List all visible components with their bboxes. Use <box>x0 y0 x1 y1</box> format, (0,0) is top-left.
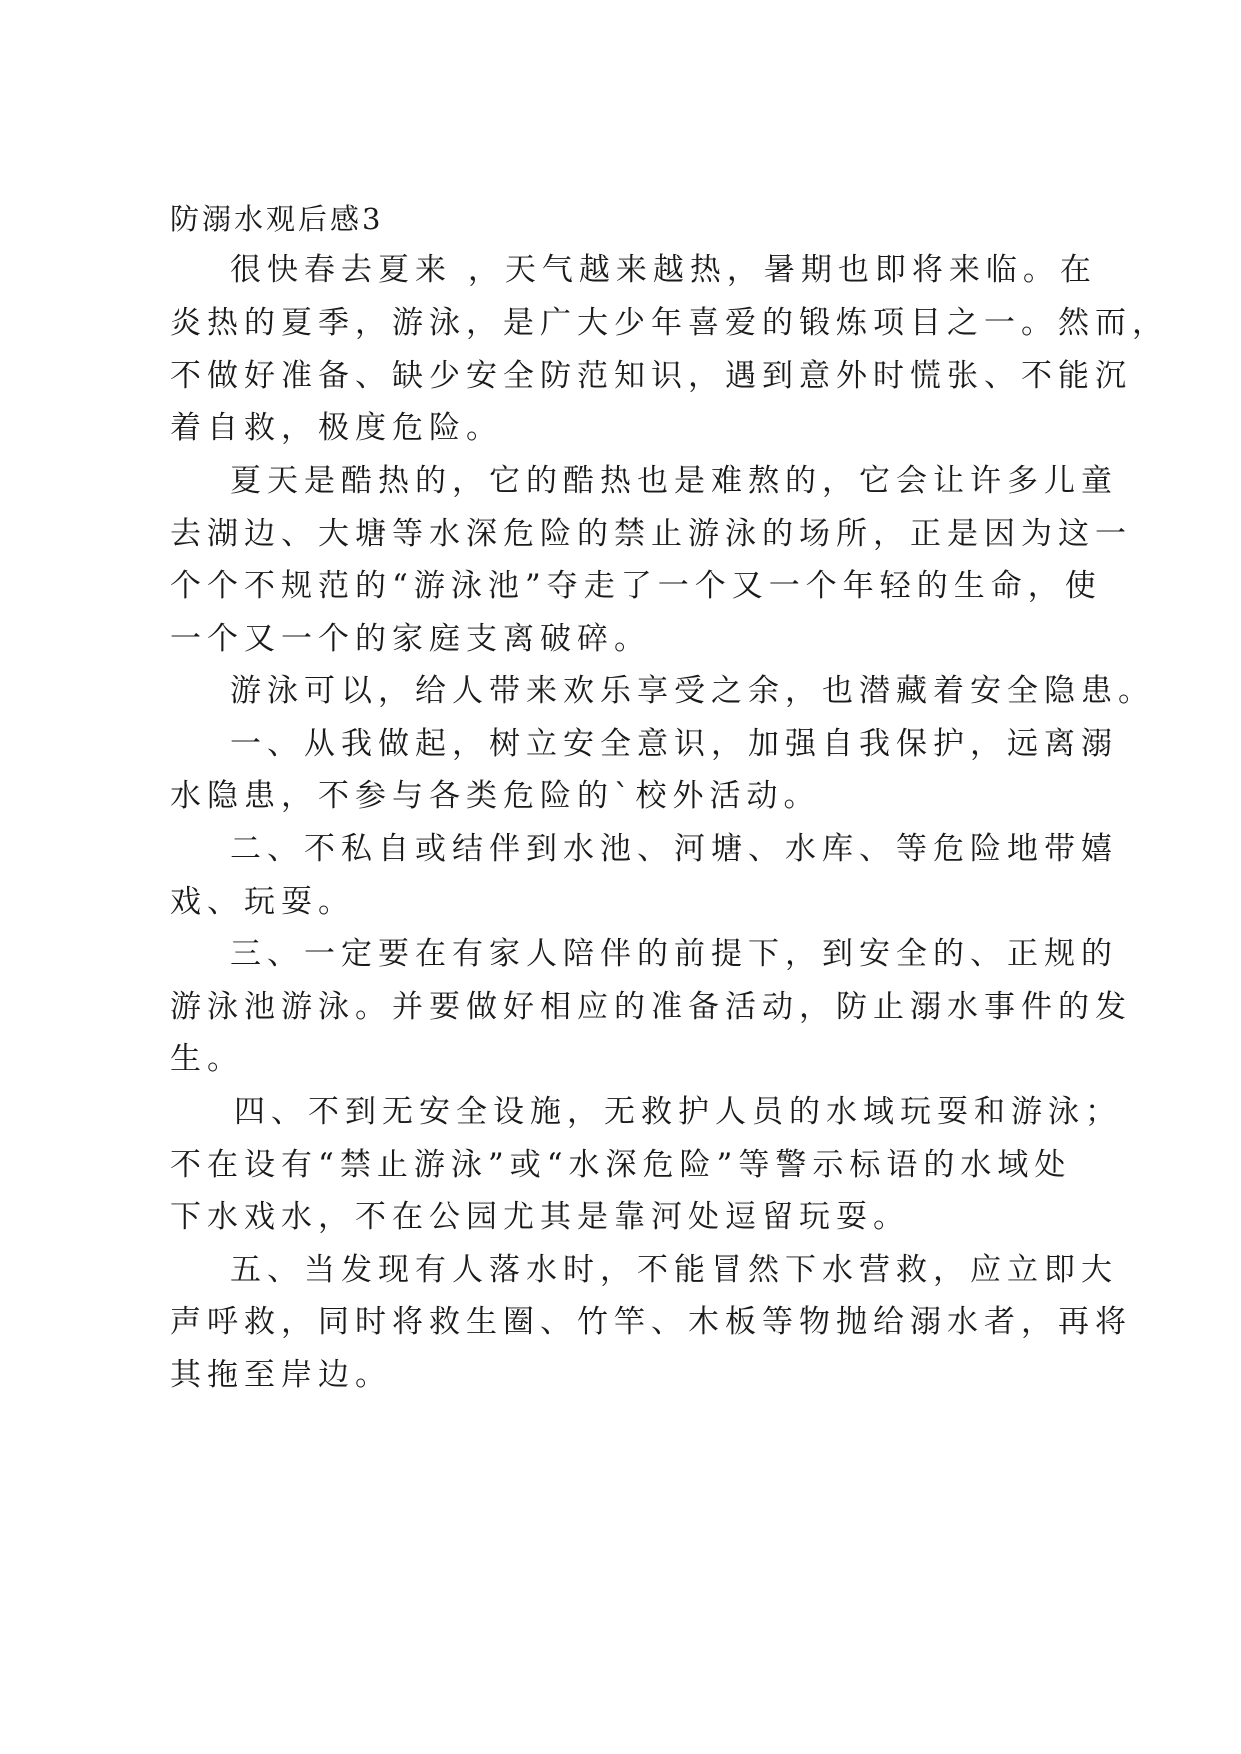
paragraph-line: 五、当发现有人落水时，不能冒然下水营救，应立即大 <box>230 1252 1118 1288</box>
paragraph-line: 声呼救，同时将救生圈、竹竿、木板等物抛给溺水者，再将 <box>170 1304 1132 1340</box>
paragraph-line: 二、不私自或结伴到水池、河塘、水库、等危险地带嬉 <box>230 831 1118 867</box>
paragraph-line: 一个又一个的家庭支离破碎。 <box>170 621 651 657</box>
paragraph-line: 着自救，极度危险。 <box>170 410 503 446</box>
paragraph-line: 生。 <box>170 1041 244 1077</box>
paragraph-line: 四、不到无安全设施，无救护人员的水域玩耍和游泳； <box>234 1094 1122 1130</box>
paragraph-line: 去湖边、大塘等水深危险的禁止游泳的场所，正是因为这一 <box>170 516 1132 552</box>
paragraph-line: 游泳可以，给人带来欢乐享受之余，也潜藏着安全隐患。 <box>230 673 1155 709</box>
paragraph-line: 夏天是酷热的，它的酷热也是难熬的，它会让许多儿童 <box>230 463 1118 499</box>
paragraph-line: 个个不规范的“游泳池”夺走了一个又一个年轻的生命，使 <box>170 568 1102 604</box>
paragraph-line: 三、一定要在有家人陪伴的前提下，到安全的、正规的 <box>230 936 1118 972</box>
document-title: 防溺水观后感3 <box>170 202 384 236</box>
paragraph-line: 水隐患，不参与各类危险的`校外活动。 <box>170 778 821 814</box>
paragraph-line: 不做好准备、缺少安全防范知识，遇到意外时慌张、不能沉 <box>170 358 1132 394</box>
paragraph-line: 游泳池游泳。并要做好相应的准备活动，防止溺水事件的发 <box>170 989 1132 1025</box>
paragraph-line: 其拖至岸边。 <box>170 1357 392 1393</box>
paragraph-line: 不在设有“禁止游泳”或“水深危险”等警示标语的水域处 <box>170 1147 1072 1183</box>
paragraph-line: 戏、玩耍。 <box>170 884 355 920</box>
paragraph-line: 很快春去夏来 ，天气越来越热，暑期也即将来临。在 <box>230 252 1097 288</box>
paragraph-line: 炎热的夏季，游泳，是广大少年喜爱的锻炼项目之一。然而， <box>170 305 1169 341</box>
paragraph-line: 一、从我做起，树立安全意识，加强自我保护，远离溺 <box>230 726 1118 762</box>
paragraph-line: 下水戏水，不在公园尤其是靠河处逗留玩耍。 <box>170 1199 910 1235</box>
